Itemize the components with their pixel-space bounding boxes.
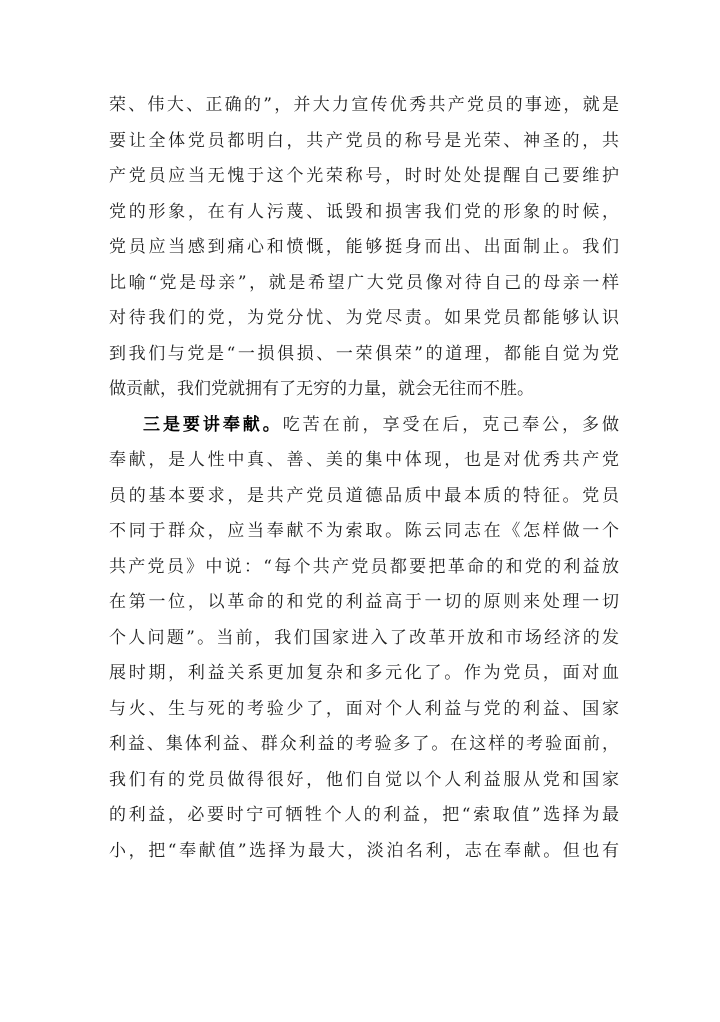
text-line: 比喻“党是母亲”，就是希望广大党员像对待自己的母亲一样 (109, 272, 619, 293)
text-line: 要让全体党员都明白，共产党员的称号是光荣、神圣的，共 (109, 130, 619, 151)
text-line: 奉献，是人性中真、善、美的集中体现，也是对优秀共产党 (109, 450, 619, 470)
text-line: 的利益，必要时宁可牺牲个人的利益，把“索取值”选择为最 (109, 805, 619, 825)
text-line: 在第一位，以革命的和党的利益高于一切的原则来处理一切 (109, 592, 619, 612)
paragraph-last-line: 做贡献，我们党就拥有了无穷的力量，就会无往而不胜。 (109, 379, 534, 399)
section-first-line (109, 408, 619, 444)
text-line: 小，把“奉献值”选择为最大，淡泊名利，志在奉献。但也有 (109, 840, 619, 861)
document-body (109, 88, 619, 869)
text-line: 员的基本要求，是共产党员道德品质中最本质的特征。党员 (109, 485, 619, 506)
text-line: 荣、伟大、正确的”，并大力宣传优秀共产党员的事迹，就是 (109, 95, 619, 115)
text-line: 利益、集体利益、群众利益的考验多了。在这样的考验面前， (109, 734, 619, 754)
text-line: 共产党员》中说：“每个共产党员都要把革命的和党的利益放 (109, 556, 619, 577)
text-line: 党员应当感到痛心和愤慨，能够挺身而出、出面制止。我们 (109, 237, 619, 257)
section-first-line-text: 吃苦在前，享受在后，克己奉公，多做 (282, 414, 619, 435)
text-line: 不同于群众，应当奉献不为索取。陈云同志在《怎样做一个 (109, 521, 619, 541)
text-line: 到我们与党是“一损俱损、一荣俱荣”的道理，都能自觉为党 (109, 343, 619, 364)
text-line: 产党员应当无愧于这个光荣称号，时时处处提醒自己要维护 (109, 166, 619, 186)
text-line: 我们有的党员做得很好，他们自觉以个人利益服从党和国家 (109, 769, 619, 790)
text-line: 与火、生与死的考验少了，面对个人利益与党的利益、国家 (109, 698, 619, 719)
section-heading: 三是要讲奉献。 (143, 414, 283, 435)
text-line: 对待我们的党，为党分忧、为党尽责。如果党员都能够认识 (109, 308, 619, 328)
text-line: 党的形象，在有人污蔑、诋毁和损害我们党的形象的时候， (109, 201, 619, 222)
text-line: 个人问题”。当前，我们国家进入了改革开放和市场经济的发 (109, 627, 619, 648)
text-line: 展时期，利益关系更加复杂和多元化了。作为党员，面对血 (109, 663, 619, 683)
